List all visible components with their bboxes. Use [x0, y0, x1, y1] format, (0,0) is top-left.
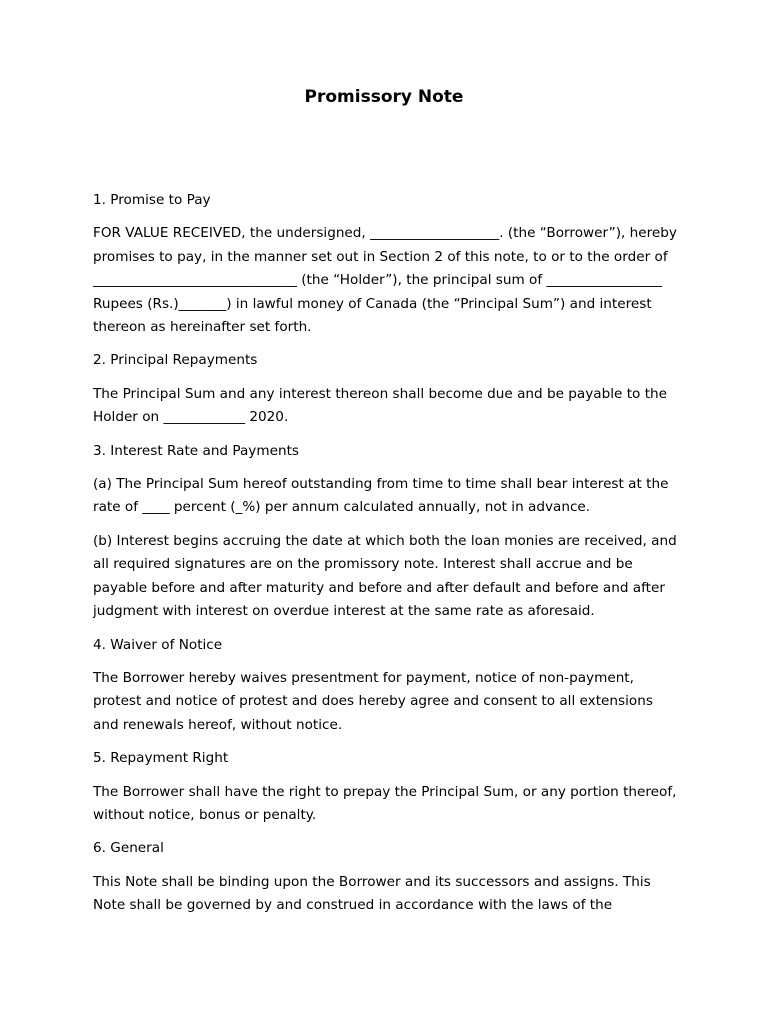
document-body [93, 189, 678, 928]
section-paragraph: (b) Interest begins accruing the date at which both the loan monies are received, and all required signatures are on the promissory note. Interest shall accrue and be payable before and after maturity and before and after default and before and after judgment with interest on overdue interest at the same rate as aforesaid. [93, 532, 677, 620]
section-paragraph: (a) The Principal Sum hereof outstanding from time to time shall bear interest at the rate of ____ percent (_%) per annum calculated annually, not in advance. [93, 476, 669, 516]
section-heading: 1. Promise to Pay [93, 192, 211, 208]
section-heading: 2. Principal Repayments [93, 352, 258, 369]
section-paragraph: The Borrower hereby waives presentment for payment, notice of non-payment, protest and notice of protest and does hereby agree and consent to all extensions and renewals hereof, without notice. [93, 669, 653, 733]
section-heading: 4. Waiver of Notice [93, 636, 223, 653]
section-paragraph: The Principal Sum and any interest thereon shall become due and be payable to the Holder on ____________ 2020. [93, 385, 668, 426]
section-heading: 3. Interest Rate and Payments [93, 442, 299, 459]
section-heading: 6. General [93, 840, 164, 857]
section-paragraph: This Note shall be binding upon the Borrower and its successors and assigns. This Note shall be governed by and construed in accordance with the laws of the [93, 873, 651, 914]
section-paragraph: The Borrower shall have the right to prepay the Principal Sum, or any portion thereof, without notice, bonus or penalty. [93, 783, 677, 823]
section-heading: 5. Repayment Right [93, 750, 229, 767]
section-paragraph: FOR VALUE RECEIVED, the undersigned, ___________________. (the “Borrower”), hereby promises to pay, in the manner set out in Section 2 of this note, to or to the order of ______________________________ (the “Holder”), the principal sum of _________________ Rupees (Rs.)_______) in lawful money of Canada (the “Principal Sum”) and interest thereon as hereinafter set forth. [93, 225, 677, 336]
document-title: Promissory Note [304, 87, 464, 107]
